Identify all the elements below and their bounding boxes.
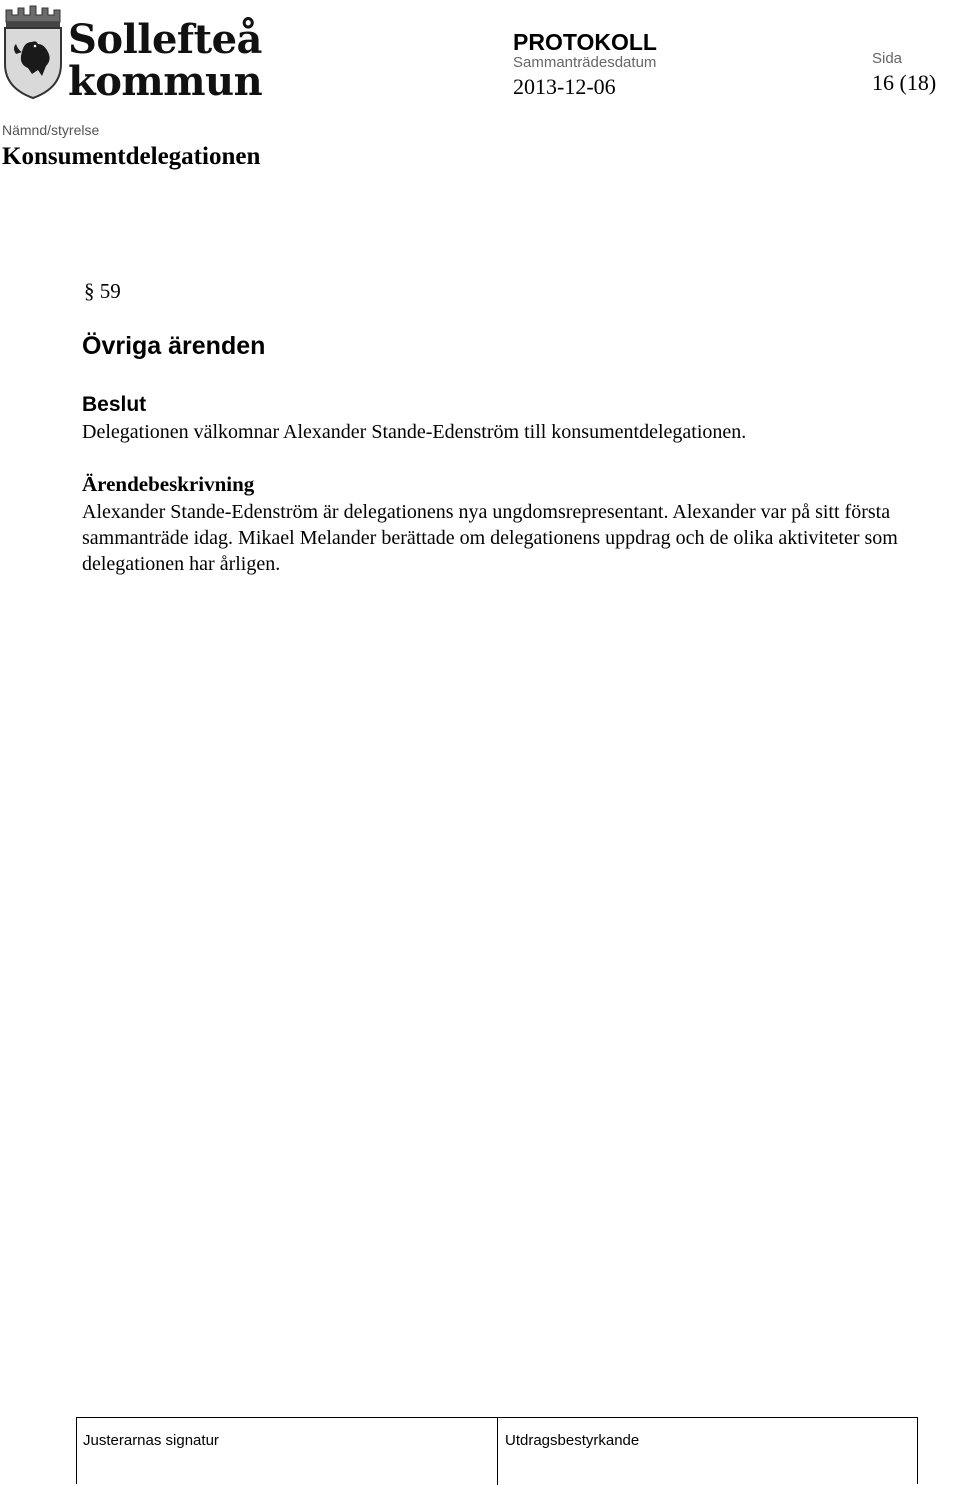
section-title: Övriga ärenden [82, 332, 266, 360]
page-label: Sida [872, 50, 903, 67]
municipality-logo [2, 4, 263, 105]
logo-text-line1: Sollefteå [68, 16, 262, 63]
paragraph-number: § 59 [84, 279, 121, 303]
decision-heading: Beslut [82, 393, 147, 416]
decision-text: Delegationen välkomnar Alexander Stande-Edenström till konsumentdelegationen. [82, 421, 747, 443]
committee-name: Konsumentdelegationen [2, 143, 261, 170]
signature-table [76, 1417, 918, 1484]
page-number: 16 (18) [872, 70, 937, 95]
meeting-date-value: 2013-12-06 [513, 74, 616, 99]
logo-text-line2: kommun [68, 58, 263, 105]
meeting-date-label: Sammanträdesdatum [513, 54, 657, 71]
coat-of-arms-capercaillie-icon [2, 4, 64, 100]
description-text: Alexander Stande-Edenström är delegationens nya ungdomsrepresentant. Alexander var på sitt första sammanträde idag. Mikael Melander berättade om delegationens uppdrag och de olika aktiviteter som delegationen har årligen. [82, 501, 898, 575]
signature-table-divider [497, 1418, 498, 1485]
extract-certification-label: Utdragsbestyrkande [505, 1432, 640, 1449]
description-heading: Ärendebeskrivning [82, 472, 255, 496]
adjusters-signature-label: Justerarnas signatur [83, 1432, 219, 1449]
committee-label: Nämnd/styrelse [2, 122, 100, 138]
document-type: PROTOKOLL [513, 29, 657, 55]
